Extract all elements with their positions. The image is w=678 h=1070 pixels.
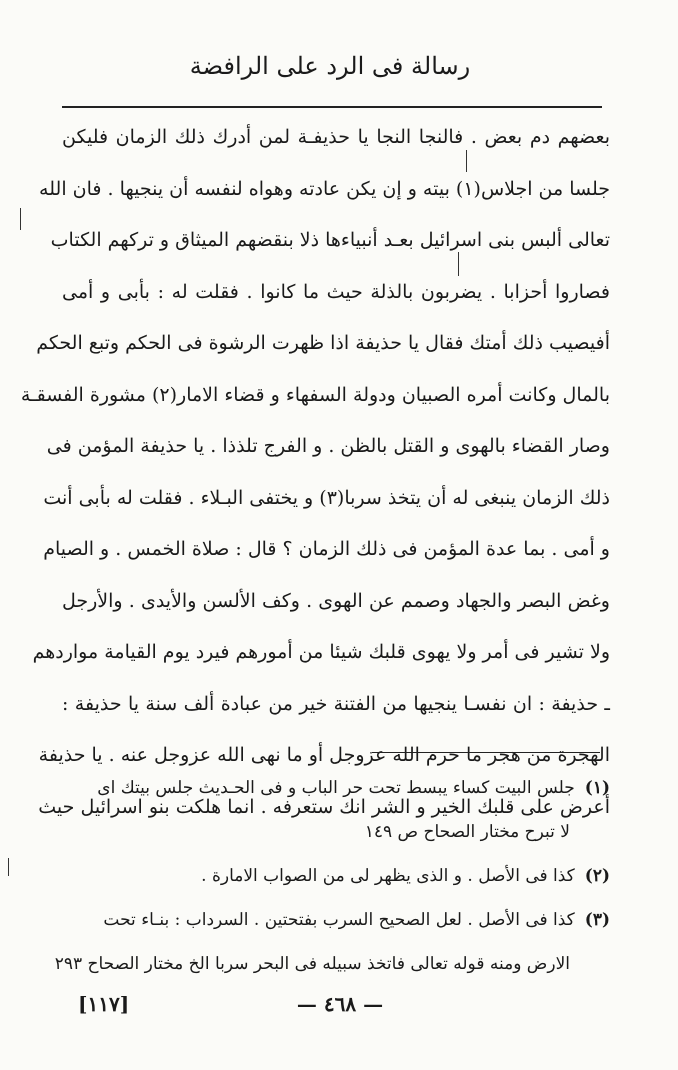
text-line: فصاروا أحزابا . يضربون بالذلة حيث ما كانوا . فقلت له : بأبى و أمى (62, 280, 610, 303)
margin-mark (20, 208, 21, 230)
text-line: تعالى ألبس بنى اسرائيل بعـد أنبياءها ذلا بنقضهم الميثاق و تركهم الكتاب (50, 229, 610, 251)
text-line: ذلك الزمان ينبغى له أن يتخذ سربا(٣) و يختفى البـلاء . فقلت له بأبى أنت (43, 486, 610, 509)
footnote-number: (١) (584, 778, 610, 798)
footnote-text: الارض ومنه قوله تعالى فاتخذ سبيله فى البحر سربا الخ مختار الصحاح ٢٩٣ (54, 954, 570, 974)
header-rule (62, 106, 602, 108)
text-line: ـ حذيفة : ان نفسـا ينجيها من الفتنة خير من عبادة ألف سنة يا حذيفة : (62, 692, 610, 715)
text-line: بعضهم دم بعض . فالنجا النجا يا حذيفـة لمن أدرك ذلك الزمان فليكن (62, 126, 610, 148)
text-line: أعرض على قلبك الخير و الشر انك ستعرفه . انما هلكت بنو اسرائيل حيث (38, 795, 610, 818)
footnote-line (62, 766, 610, 810)
margin-mark (466, 150, 467, 172)
text-line: بالمال وكانت أمره الصبيان ودولة السفهاء و قضاء الامار(٢) مشورة الفسقـة (20, 383, 610, 406)
text-line: ولا تشير فى أمر ولا يهوى قلبك شيئا من أمورهم فيرد يوم القيامة مواردهم (32, 641, 610, 663)
footnote-text: كذا فى الأصل . و الذى يظهر لى من الصواب الامارة . (201, 866, 575, 886)
footnotes (38, 766, 610, 986)
footnote-line (62, 854, 610, 898)
footnote-number: (٣) (584, 910, 610, 930)
footnote-text: لا تبرح مختار الصحاح ص ١٤٩ (364, 822, 570, 842)
footnote-line (62, 810, 610, 854)
page-number: — ٤٦٨ — (296, 992, 384, 1016)
text-line: وغض البصر والجهاد وصمم عن الهوى . وكف الألسن والأيدى . والأرجل (62, 589, 610, 612)
text-line: جلسا من اجلاس(١) بيته و إن يكن عادته وهواه لنفسه أن ينجيها . فان الله (39, 177, 610, 200)
margin-mark (458, 252, 459, 276)
text-line: وصار القضاء بالهوى و القتل بالظن . و الفرج تلذذا . يا حذيفة المؤمن فى (46, 435, 610, 457)
footnote-line (62, 898, 610, 942)
page-stamp: [١١٧] (78, 992, 130, 1016)
margin-mark (8, 858, 9, 876)
footnote-line (54, 942, 610, 986)
text-line: الهجرة من هجر ما حرم الله عزوجل أو ما نهى الله عزوجل عنه . يا حذيفة (38, 744, 610, 766)
footnote-number: (٢) (584, 866, 610, 886)
footnote-text: كذا فى الأصل . لعل الصحيح السرب بفتحتين . السرداب : بنـاء تحت (103, 910, 575, 930)
text-line: و أمى . بما عدة المؤمن فى ذلك الزمان ؟ قال : صلاة الخمس . و الصيام (43, 538, 610, 560)
footnote-rule (372, 752, 600, 753)
footnote-text: جلس البيت كساء يبسط تحت حر الباب و فى الحـديث جلس بيتك اى (97, 778, 575, 798)
running-header-title: رسالة فى الرد على الرافضة (189, 52, 471, 80)
text-line: أفيصيب ذلك أمتك فقال يا حذيفة اذا ظهرت الرشوة فى الحكم وتبع الحكم (36, 332, 610, 354)
main-text (20, 112, 610, 833)
